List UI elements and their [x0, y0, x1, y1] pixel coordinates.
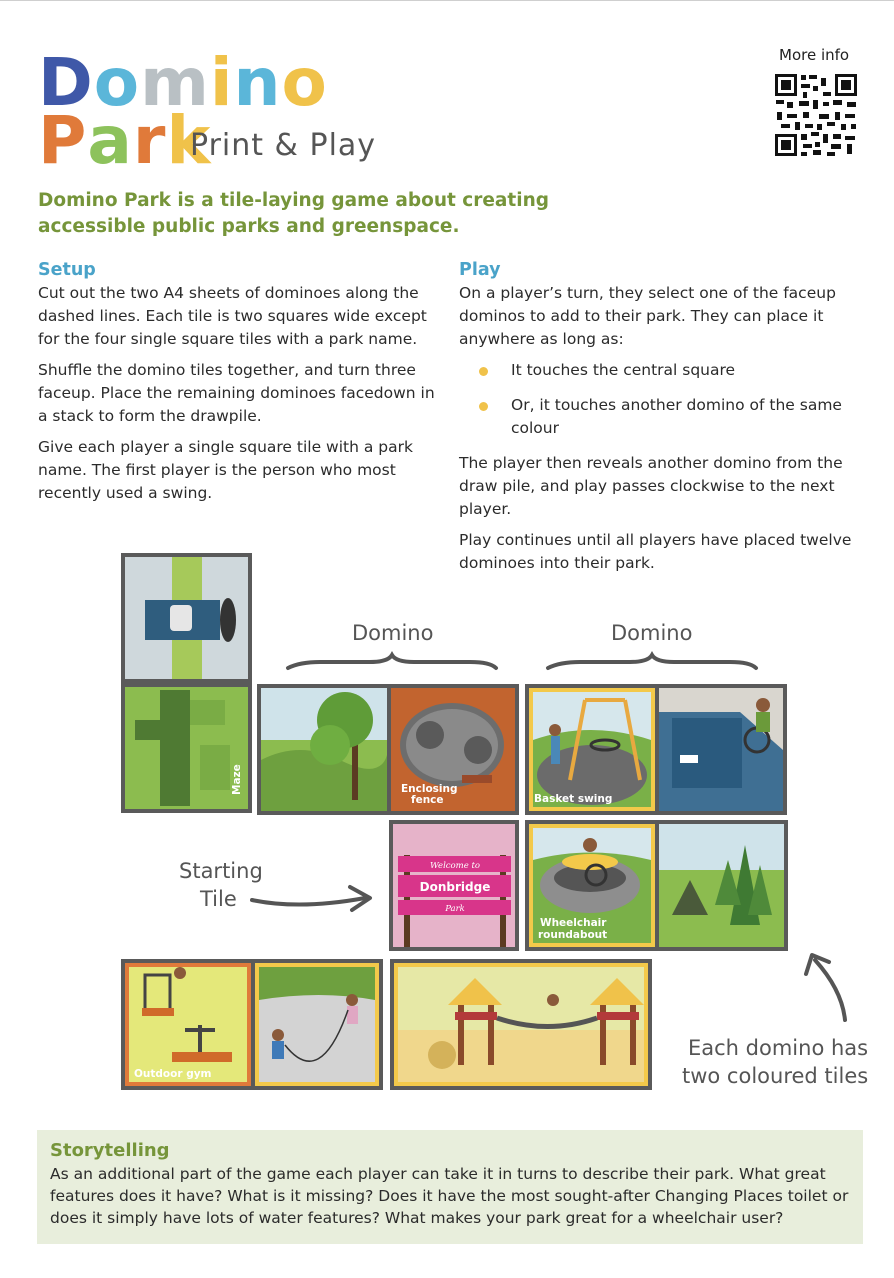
domino-tree-fence [257, 684, 519, 815]
logo-letter: D [38, 44, 94, 121]
tile-label: roundabout [538, 929, 608, 941]
logo-letter: i [209, 44, 234, 121]
sign-welcome: Welcome to [430, 861, 480, 871]
tile-label: Wheelchair [540, 917, 607, 929]
qr-code-icon[interactable] [773, 72, 859, 158]
storytelling-body: As an additional part of the game each player can take it in turns to describe their park. What great features does it have? What is it missing? Does it have the most sought-after Changing Places toilet or does it simply have lots of water features? What makes your park great for a wheelchair user? [50, 1165, 849, 1227]
each-domino-label: two coloured tiles [682, 1064, 869, 1088]
domino-label: Domino [352, 621, 434, 645]
play-heading: Play [459, 260, 501, 280]
play-paragraph: On a player’s turn, they select one of the faceup dominos to add to their park. They can place it anywhere as long as: [459, 284, 836, 348]
play-paragraph: Play continues until all players have placed twelve dominoes into their park. [459, 531, 852, 572]
tile-maze [121, 683, 252, 813]
logo-letter: r [132, 102, 167, 179]
qr-label: More info [779, 46, 850, 64]
logo-letter: o [281, 44, 328, 121]
list-item: Or, it touches another domino of the same colour [459, 394, 865, 440]
tile-label: Enclosing [401, 783, 458, 795]
intro-text: Domino Park is a tile-laying game about creating accessible public parks and greenspace. [38, 190, 549, 237]
logo-letter: k [166, 102, 212, 179]
sign-park-name: Donbridge [419, 880, 491, 894]
tile-label: fence [411, 794, 444, 806]
list-item: It touches the central square [459, 359, 865, 382]
logo-letter: o [93, 44, 141, 121]
storytelling-heading: Storytelling [50, 1140, 170, 1161]
logo-subtitle: Print & Play [190, 128, 377, 163]
setup-paragraph: Give each player a single square tile with a park name. The first player is the person who most recently used a swing. [38, 438, 413, 502]
tile-label: Maze [231, 764, 243, 795]
starting-tile-label: Tile [200, 887, 237, 911]
setup-paragraph: Shuffle the domino tiles together, and turn three faceup. Place the remaining dominoes facedown in a stack to form the drawpile. [38, 361, 435, 425]
domino-play-tower [390, 959, 652, 1090]
tile-label: Basket swing [534, 793, 613, 805]
tile-vertical-top [121, 553, 252, 683]
play-rules-list [459, 359, 865, 440]
logo-letter: m [140, 44, 210, 121]
starting-tile [389, 820, 519, 951]
starting-tile-label: Starting [179, 859, 263, 883]
top-rule [0, 0, 894, 1]
sign-park: Park [445, 904, 465, 914]
setup-heading: Setup [38, 260, 96, 280]
play-section [459, 258, 865, 583]
logo-word-park [38, 102, 212, 179]
domino-roundabout-forest [525, 820, 788, 951]
logo-letter: n [233, 44, 282, 121]
each-domino-label: Each domino has [688, 1036, 869, 1060]
setup-section [38, 258, 442, 513]
tile-label: Outdoor gym [134, 1068, 212, 1080]
logo-letter: P [38, 102, 88, 179]
setup-paragraph: Cut out the two A4 sheets of dominoes along the dashed lines. Each tile is two squares wide except for the four single square tiles with a park name. [38, 284, 427, 348]
domino-swing-pond [525, 684, 787, 815]
domino-gym-skipping [121, 959, 383, 1090]
domino-illustration [0, 540, 894, 1110]
play-paragraph: The player then reveals another domino from the draw pile, and play passes clockwise to the next player. [459, 454, 843, 518]
logo-letter: a [87, 102, 133, 179]
storytelling-box [37, 1130, 863, 1244]
domino-label: Domino [611, 621, 693, 645]
